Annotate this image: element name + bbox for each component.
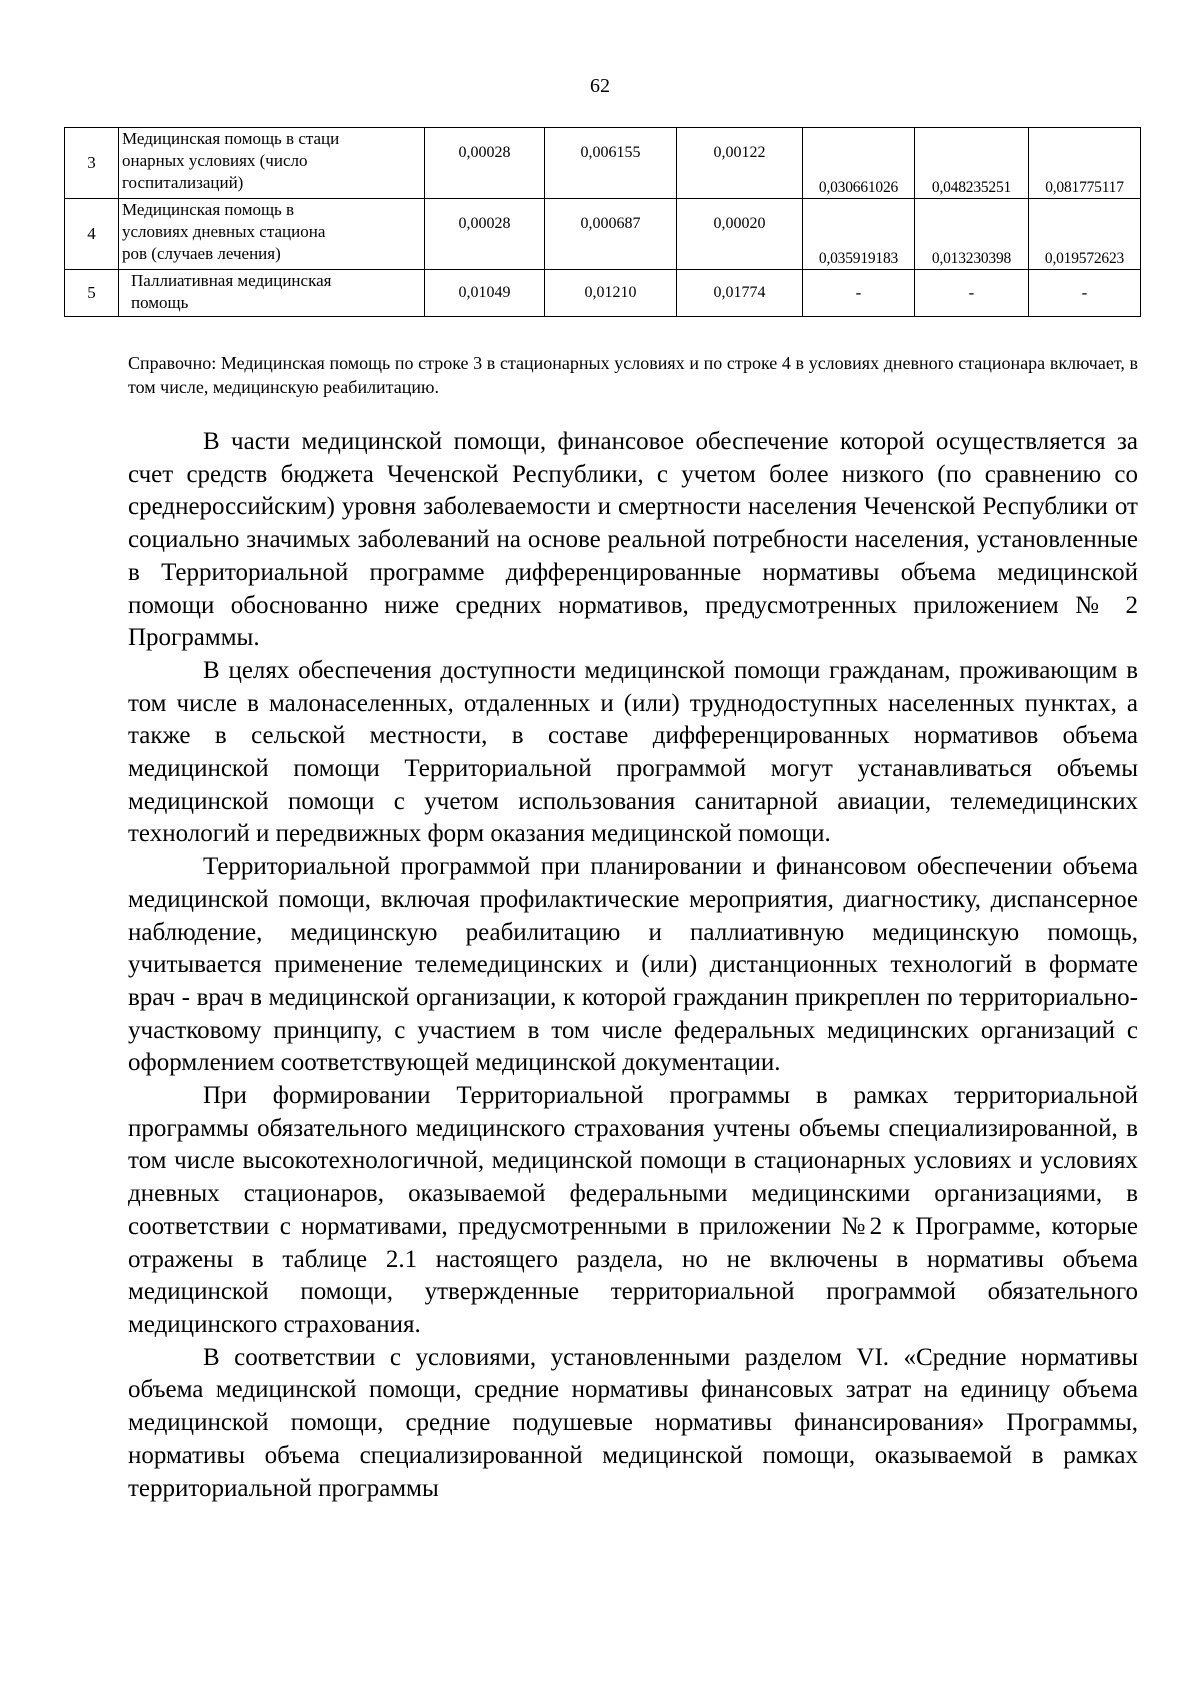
row-number: 5 <box>65 270 119 317</box>
table-cell <box>425 199 545 270</box>
table-cell <box>545 128 677 199</box>
table-cell <box>915 199 1029 270</box>
cell-value: 0,035919183 <box>818 250 899 267</box>
table-cell: - <box>915 270 1029 317</box>
row-name-line: ров (случаев лечения) <box>122 244 281 263</box>
table-cell <box>677 199 803 270</box>
cell-value: 0,006155 <box>580 144 641 161</box>
paragraph: В соответствии с условиями, установленными разделом VI. «Средние нормативы объема медицинской помощи, средние нормативы финансовых затрат на единицу объема медицинской помощи, средние подушевые нормативы финансирования» Программы, нормативы объема специализированной медицинской помощи, оказываемой в рамках территориальной программы <box>128 1343 1138 1502</box>
paragraph: Территориальной программой при планировании и финансовом обеспечении объема медицинской помощи, включая профилактические мероприятия, диагностику, диспансерное наблюдение, медицинскую реабилитацию и паллиативную медицинскую помощь, учитывается применение телемедицинских и (или) дистанционных технологий в формате врач - врач в медицинской организации, к которой гражданин прикреплен по территориально-участковому принципу, с участием в том числе федеральных медицинских организаций с оформлением соответствующей медицинской документации. <box>128 853 1138 1077</box>
table-cell <box>677 128 803 199</box>
cell-value: 0,013230398 <box>931 250 1012 267</box>
paragraph: В целях обеспечения доступности медицинской помощи гражданам, проживающим в том числе в малонаселенных, отдаленных и (или) труднодоступных населенных пунктах, а также в сельской местности, в составе дифференцированных нормативов объема медицинской помощи Территориальной программой могут устанавливаться объемы медицинской помощи с учетом использования санитарной авиации, телемедицинских технологий и передвижных форм оказания медицинской помощи. <box>128 656 1138 848</box>
table-row <box>65 128 1141 199</box>
cell-value: 0,01210 <box>584 284 637 301</box>
cell-value: 0,00020 <box>713 215 766 232</box>
paragraph: В части медицинской помощи, финансовое обеспечение которой осуществляется за счет средств бюджета Чеченской Республики, с учетом более низкого (по сравнению со среднероссийским) уровня заболеваемости и смертности населения Чеченской Республики от социально значимых заболеваний на основе реальной потребности населения, установленные в Территориальной программе дифференцированные нормативы объема медицинской помощи обоснованно ниже средних нормативов, предусмотренных приложением № 2 Программы. <box>128 428 1138 652</box>
cell-value: 0,00122 <box>713 144 766 161</box>
reference-note: Справочно: Медицинская помощь по строке 3 в стационарных условиях и по строке 4 в условиях дневного стационара включает, в том числе, медицинскую реабилитацию. <box>128 353 1138 397</box>
table-row <box>65 270 1141 317</box>
page-number: 62 <box>590 75 610 97</box>
table-cell <box>1029 128 1141 199</box>
table-cell: - <box>1029 270 1141 317</box>
cell-value: 0,019572623 <box>1044 250 1125 267</box>
norms-table <box>64 127 1141 317</box>
table-cell <box>425 270 545 317</box>
row-name <box>119 128 425 199</box>
row-name <box>119 270 425 317</box>
table-cell: - <box>803 270 915 317</box>
table-cell <box>545 199 677 270</box>
row-name <box>119 199 425 270</box>
cell-value: 0,048235251 <box>931 179 1012 196</box>
table-cell <box>677 270 803 317</box>
cell-value: 0,00028 <box>458 144 511 161</box>
cell-value: 0,030661026 <box>818 179 899 196</box>
row-name-line: помощь <box>131 293 189 312</box>
table-cell <box>915 128 1029 199</box>
cell-value: 0,01049 <box>458 284 511 301</box>
row-name-line: условиях дневных стациона <box>122 222 326 241</box>
table-cell <box>425 128 545 199</box>
row-number: 4 <box>65 199 119 270</box>
table-row <box>65 199 1141 270</box>
cell-value: 0,000687 <box>580 215 641 232</box>
row-number: 3 <box>65 128 119 199</box>
table-cell <box>545 270 677 317</box>
row-name-line: Паллиативная медицинская <box>131 271 332 290</box>
paragraph: При формировании Территориальной программы в рамках территориальной программы обязательного медицинского страхования учтены объемы специализированной, в том числе высокотехнологичной, медицинской помощи в стационарных условиях и условиях дневных стационаров, оказываемой федеральными медицинскими организациями, в соответствии с нормативами, предусмотренными в приложении №2 к Программе, которые отражены в таблице 2.1 настоящего раздела, но не включены в нормативы объема медицинской помощи, утвержденные территориальной программой обязательного медицинского страхования. <box>128 1082 1138 1338</box>
row-name-line: Медицинская помощь в стаци <box>122 129 340 148</box>
cell-value: 0,081775117 <box>1045 179 1124 196</box>
table-cell <box>1029 199 1141 270</box>
body-text <box>128 426 1138 1505</box>
cell-value: 0,00028 <box>458 215 511 232</box>
row-name-line: госпитализаций) <box>122 173 244 192</box>
table-cell <box>803 199 915 270</box>
row-name-line: Медицинская помощь в <box>122 200 295 219</box>
table-cell <box>803 128 915 199</box>
cell-value: 0,01774 <box>713 284 766 301</box>
row-name-line: онарных условиях (число <box>122 151 308 170</box>
